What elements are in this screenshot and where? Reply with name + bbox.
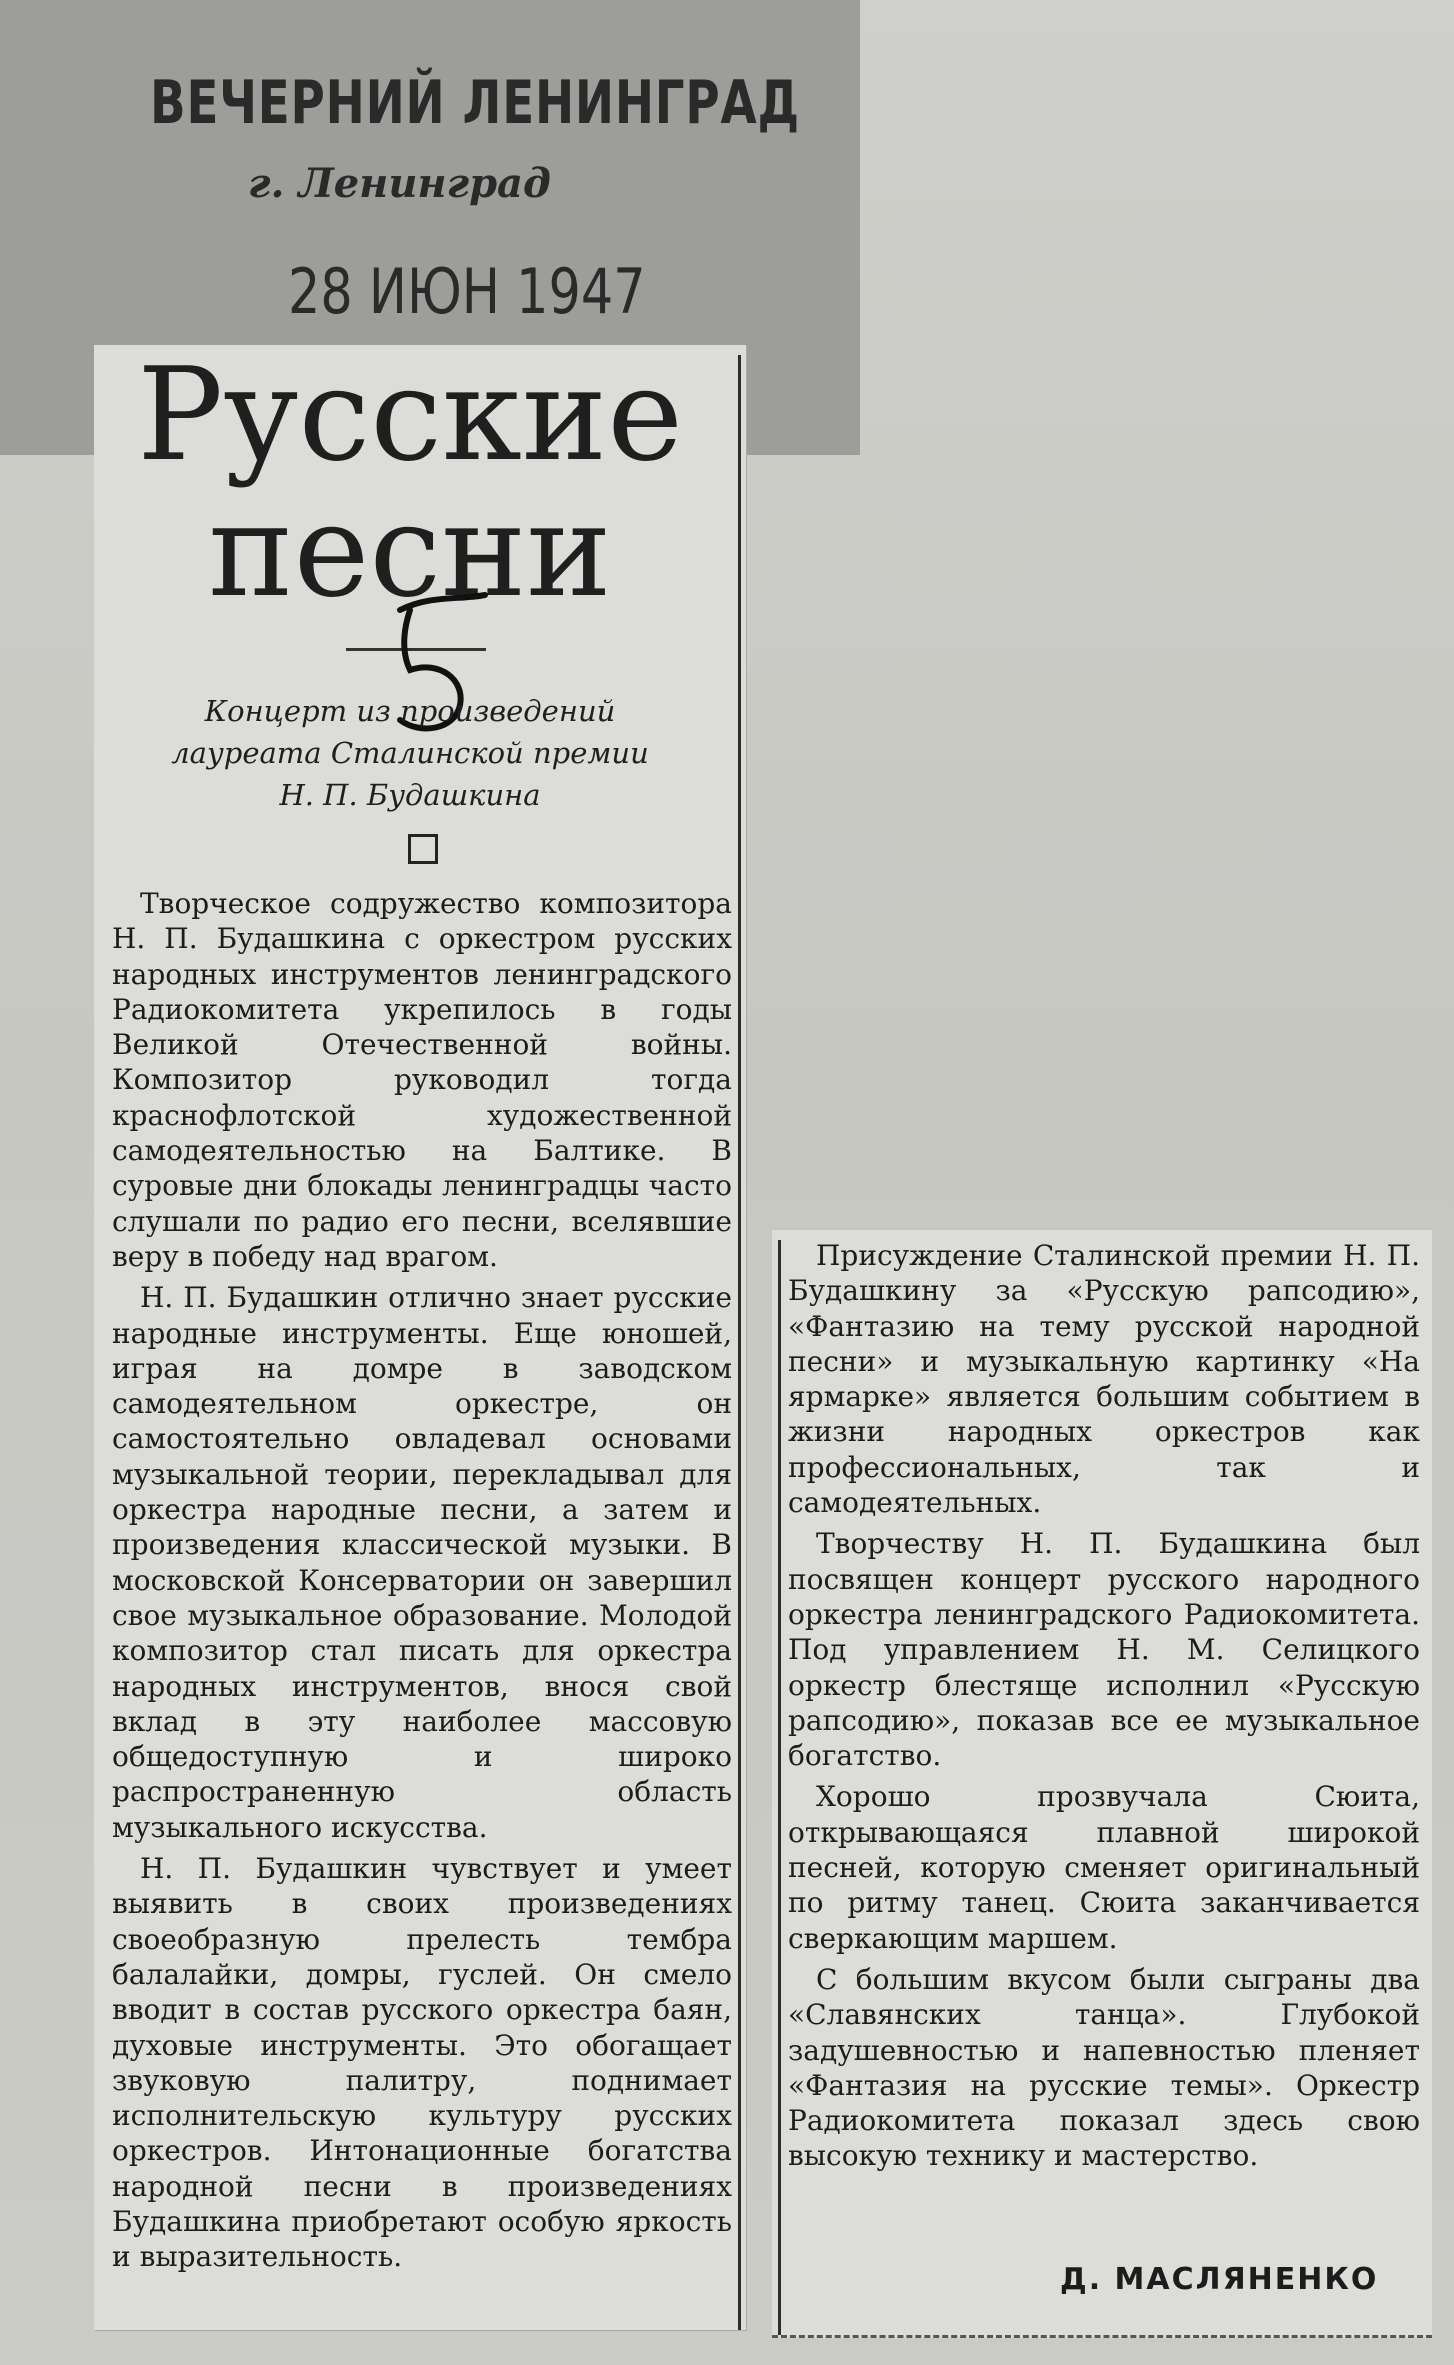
article-text-right xyxy=(788,1238,1420,2174)
paragraph: Присуждение Сталинской премии Н. П. Будашкину за «Русскую рапсодию», «Фантазию на тему русской народной песни» и музыкальную картинку «На ярмарке» является большим событием в жизни народных оркестров как профессиональных, так и самодеятельных. xyxy=(788,1239,1420,1520)
column-rule-left xyxy=(738,355,741,2330)
author-signature: Д. МАСЛЯНЕНКО xyxy=(1060,2262,1379,2297)
headline-line-1: Русские xyxy=(137,341,683,490)
subtitle-line-1: Концерт из произведений xyxy=(204,694,616,728)
headline-line-2: песни xyxy=(208,477,612,626)
stamp-city: г. Ленинград xyxy=(248,160,551,207)
stamp-date: 28 ИЮН 1947 xyxy=(288,255,646,328)
paragraph: Хорошо прозвучала Сюита, открывающаяся плавной широкой песней, которую сменяет оригинальный по ритму танец. Сюита заканчивается сверкающим маршем. xyxy=(788,1780,1420,1955)
paragraph: С большим вкусом были сыграны два «Славянских танца». Глубокой задушевностью и напевностью пленяет «Фантазия на русские темы». Оркестр Радиокомитета показал здесь свою высокую технику и мастерство. xyxy=(788,1962,1420,2173)
article-headline xyxy=(100,341,720,626)
paragraph: Творческое содружество композитора Н. П. Будашкина с оркестром русских народных инструментов ленинградского Радиокомитета укрепилось в годы Великой Отечественной войны. Композитор руководил тогда краснофлотской художественной самодеятельностью на Балтике. В суровые дни блокады ленинградцы часто слушали по радио его песни, вселявшие веру в победу над врагом. xyxy=(112,887,732,1273)
paragraph: Творчеству Н. П. Будашкина был посвящен концерт русского народного оркестра ленинградского Радиокомитета. Под управлением Н. М. Селицкого оркестр блестяще исполнил «Русскую рапсодию», показав все ее музыкальное богатство. xyxy=(788,1527,1420,1773)
column-rule-right xyxy=(778,1240,781,2335)
section-square-mark xyxy=(408,834,438,864)
article-text-left xyxy=(112,886,732,2275)
article-subtitle xyxy=(100,690,720,816)
subtitle-line-2: лауреата Сталинской премии xyxy=(171,736,649,770)
paragraph: Н. П. Будашкин отлично знает русские народные инструменты. Еще юношей, играя на домре в заводском самодеятельном оркестре, он самостоятельно овладевал основами музыкальной теории, перекладывал для оркестра народные песни, а затем и произведения классической музыки. В московской Консерватории он завершил свое музыкальное образование. Молодой композитор стал писать для оркестра народных инструментов, внося свой вклад в эту наиболее массовую общедоступную и широко распространенную область музыкального искусства. xyxy=(112,1281,732,1844)
paragraph: Н. П. Будашкин чувствует и умеет выявить в своих произведениях своеобразную прелесть тембра балалайки, домры, гуслей. Он смело вводит в состав русского оркестра баян, духовые инструменты. Это обогащает звуковую палитру, поднимает исполнительскую культуру русских оркестров. Интонационные богатства народной песни в произведениях Будашкина приобретают особую яркость и выразительность. xyxy=(112,1852,732,2274)
subtitle-line-3: Н. П. Будашкина xyxy=(279,778,541,812)
stamp-newspaper-name: ВЕЧЕРНИЙ ЛЕНИНГРАД xyxy=(150,68,800,138)
